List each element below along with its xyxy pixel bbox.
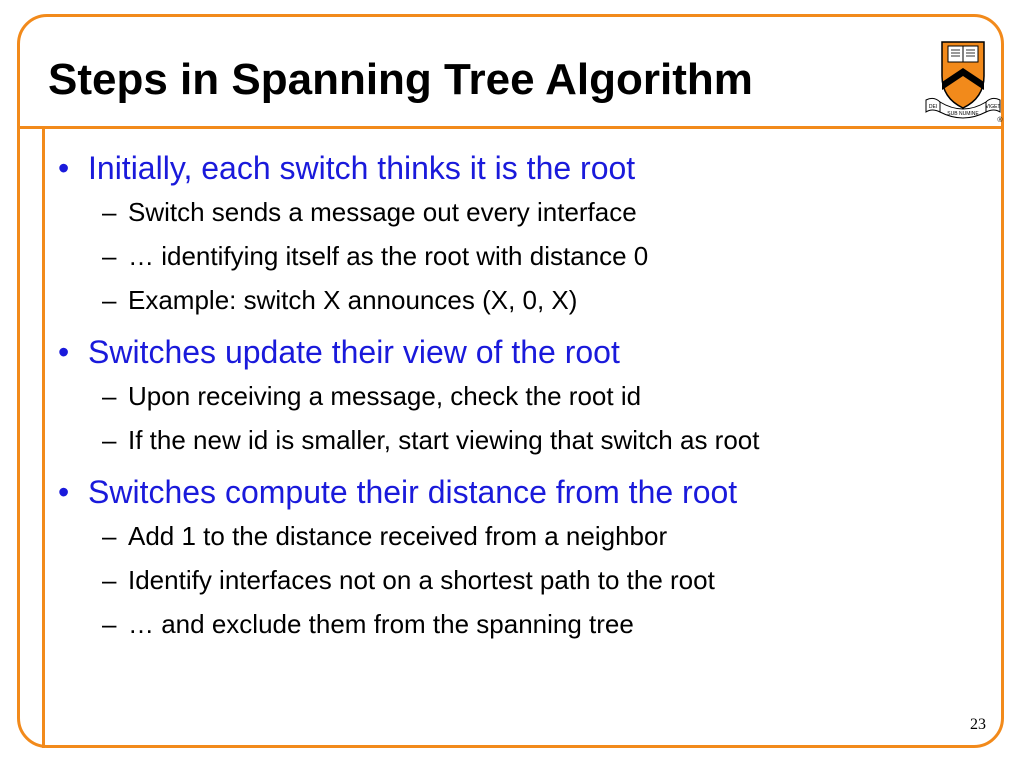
sub-bullet-text: … identifying itself as the root with distance 0: [128, 241, 649, 271]
sub-bullet-text: Add 1 to the distance received from a neighbor: [128, 521, 668, 551]
sub-bullet-dash: –: [102, 521, 117, 551]
bullet-text: Switches compute their distance from the root: [88, 474, 738, 510]
sub-bullet-item: [102, 278, 998, 322]
logo-motto-right: VIGET: [985, 104, 1001, 110]
side-divider: [42, 126, 45, 748]
sub-bullet-item: [102, 602, 998, 646]
bullet-group: [58, 470, 998, 646]
sub-bullet-item: [102, 418, 998, 462]
bullet-item: [58, 470, 998, 514]
sub-bullet-text: If the new id is smaller, start viewing that switch as root: [128, 425, 760, 455]
sub-bullet-dash: –: [102, 197, 117, 227]
sub-bullet-dash: –: [102, 241, 117, 271]
sub-bullet-dash: –: [102, 425, 117, 455]
bullet-group: [58, 330, 998, 462]
bullet-dot: •: [58, 474, 70, 510]
logo-motto-left: DEI: [928, 104, 938, 110]
sub-bullet-text: Example: switch X announces (X, 0, X): [128, 285, 578, 315]
sub-bullet-item: [102, 558, 998, 602]
sub-bullet-item: [102, 234, 998, 278]
sub-bullet-dash: –: [102, 565, 117, 595]
sub-bullet-text: … and exclude them from the spanning tree: [128, 609, 634, 639]
bullet-item: [58, 146, 998, 190]
princeton-shield-icon: [920, 36, 1006, 122]
title-divider: [20, 126, 1004, 129]
sub-bullet-dash: –: [102, 381, 117, 411]
sub-bullet-item: [102, 190, 998, 234]
bullet-group: [58, 146, 998, 322]
sub-bullet-text: Switch sends a message out every interface: [128, 197, 637, 227]
sub-bullet-text: Upon receiving a message, check the root id: [128, 381, 642, 411]
sub-bullet-item: [102, 374, 998, 418]
bullet-dot: •: [58, 150, 70, 186]
page-number: 23: [970, 716, 986, 733]
sub-bullet-dash: –: [102, 609, 117, 639]
slide-content: [58, 146, 998, 646]
slide-title: Steps in Spanning Tree Algorithm: [48, 55, 753, 104]
bullet-text: Initially, each switch thinks it is the root: [88, 150, 636, 186]
logo-motto-center: SUB NUMINE: [947, 111, 979, 117]
sub-bullet-text: Identify interfaces not on a shortest path to the root: [128, 565, 715, 595]
registered-mark: ®: [997, 117, 1003, 122]
sub-bullet-dash: –: [102, 285, 117, 315]
bullet-text: Switches update their view of the root: [88, 334, 620, 370]
bullet-dot: •: [58, 334, 70, 370]
sub-bullet-item: [102, 514, 998, 558]
bullet-item: [58, 330, 998, 374]
